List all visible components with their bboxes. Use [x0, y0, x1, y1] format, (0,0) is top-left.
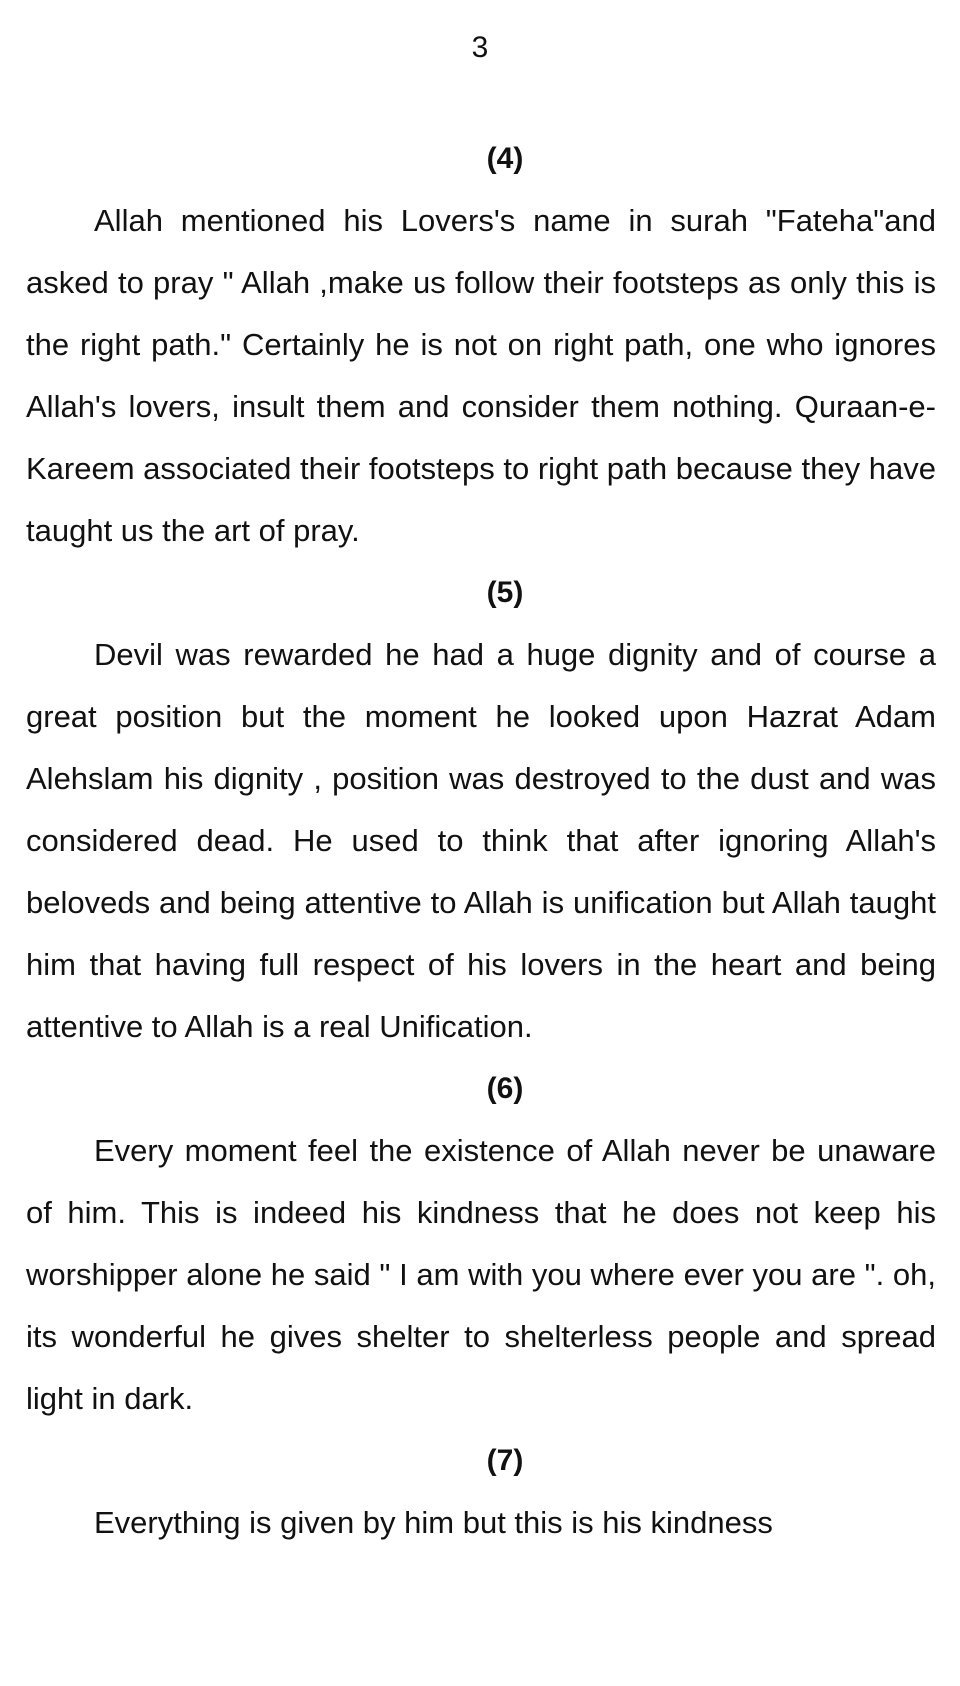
page-number: 3 [471, 31, 489, 64]
section-7 [26, 1430, 936, 1554]
section-paragraph: Everything is given by him but this is his kindness [94, 1505, 773, 1540]
section-paragraph: Every moment feel the existence of Allah never be unaware of him. This is indeed his kindness that he does not keep his worshipper alone he said " I am with you where ever you are ". oh, its wonderful he gives shelter to shelterless people and spread light in dark. [26, 1133, 936, 1416]
section-heading: (7) [486, 1444, 524, 1477]
section-heading: (6) [486, 1072, 524, 1105]
section-paragraph: Allah mentioned his Lovers's name in surah "Fateha"and asked to pray " Allah ,make us follow their footsteps as only this is the right path." Certainly he is not on right path, one who ignores Allah's lovers, insult them and consider them nothing. Quraan-e-Kareem associated their footsteps to right path because they have taught us the art of pray. [26, 203, 936, 548]
page-content [26, 128, 936, 1554]
section-heading: (4) [486, 142, 524, 175]
section-heading: (5) [486, 576, 524, 609]
section-paragraph: Devil was rewarded he had a huge dignity and of course a great position but the moment he looked upon Hazrat Adam Alehslam his dignity , position was destroyed to the dust and was considered dead. He used to think that after ignoring Allah's beloveds and being attentive to Allah is unification but Allah taught him that having full respect of his lovers in the heart and being attentive to Allah is a real Unification. [26, 637, 936, 1044]
section-6 [26, 1058, 936, 1430]
section-4 [26, 128, 936, 562]
section-5 [26, 562, 936, 1058]
